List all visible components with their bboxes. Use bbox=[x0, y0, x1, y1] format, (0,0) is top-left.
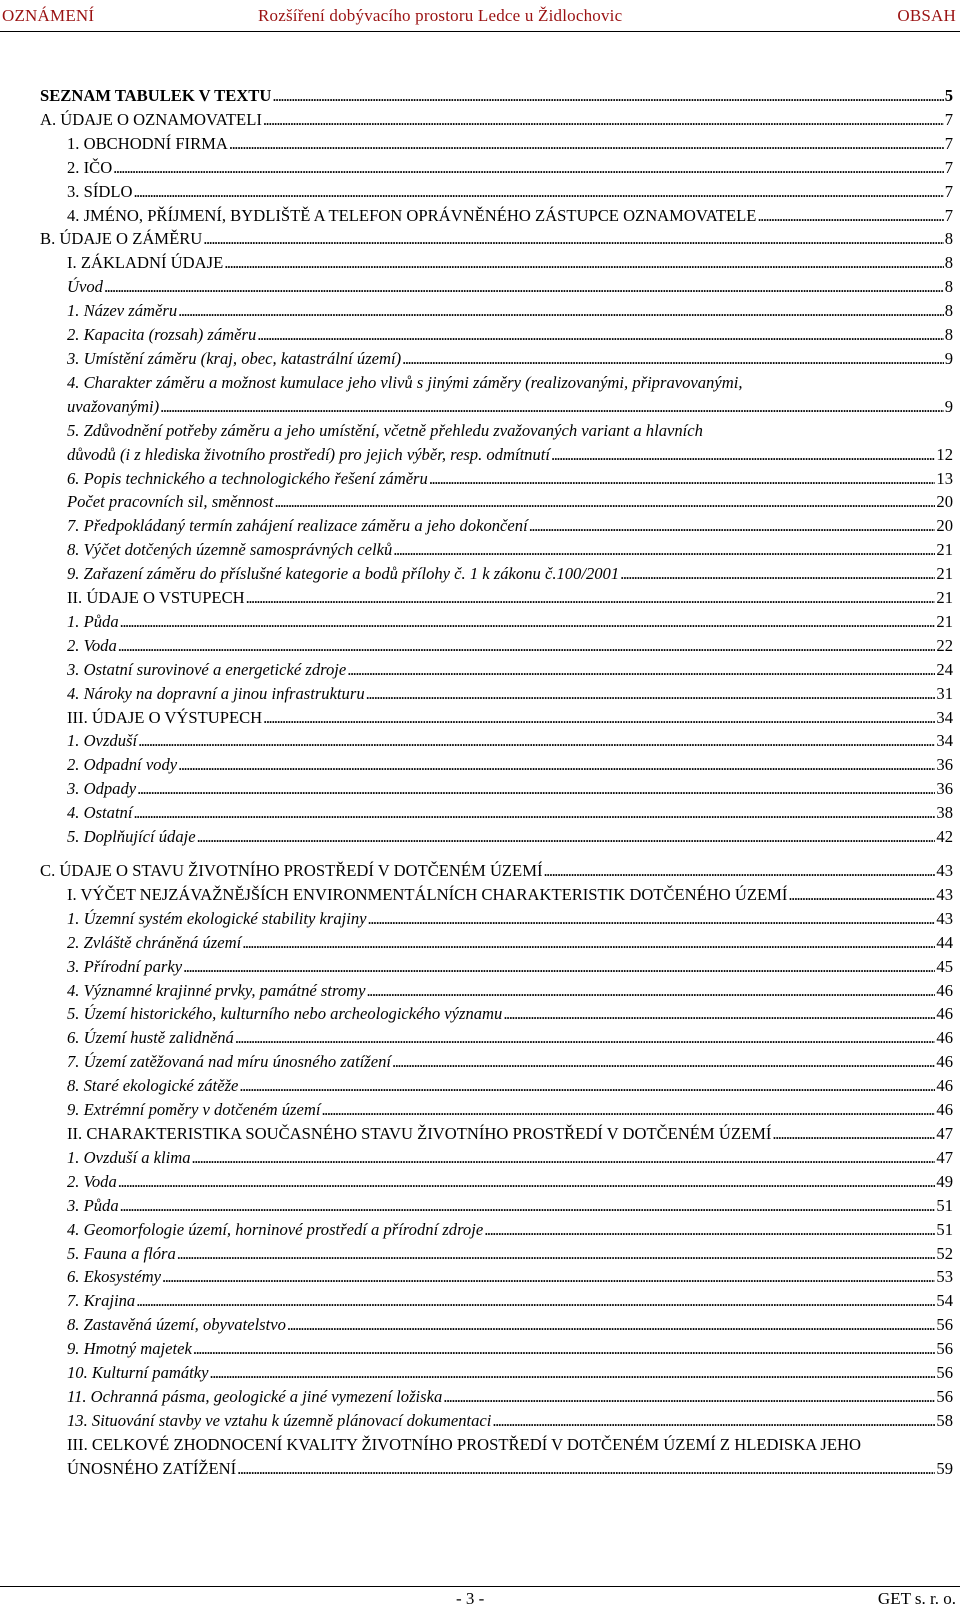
toc-entry[interactable] bbox=[40, 801, 953, 825]
toc-leader-dots bbox=[443, 1385, 935, 1409]
toc-entry-page: 49 bbox=[936, 1171, 953, 1191]
toc-leader-dots bbox=[492, 1409, 935, 1433]
toc-entry-page: 51 bbox=[936, 1219, 953, 1239]
toc-entry-title: 7. Předpokládaný termín zahájení realizace záměru a jeho dokončení bbox=[67, 516, 528, 536]
toc-entry-page: 8 bbox=[944, 325, 953, 345]
toc-entry-page: 45 bbox=[936, 956, 953, 976]
toc-entry-title: 3. Odpady bbox=[67, 779, 137, 799]
toc-entry-title: 1. Územní systém ekologické stability krajiny bbox=[67, 908, 367, 928]
toc-entry-page: 5 bbox=[944, 86, 953, 105]
toc-entry[interactable] bbox=[40, 156, 953, 180]
toc-entry-title: 5. Doplňující údaje bbox=[67, 827, 196, 847]
toc-leader-dots bbox=[368, 907, 936, 931]
toc-entry[interactable] bbox=[40, 777, 953, 801]
toc-leader-dots bbox=[272, 84, 943, 108]
toc-entry-title: 1. Ovzduší a klima bbox=[67, 1147, 191, 1167]
toc-entry-page: 53 bbox=[936, 1267, 953, 1287]
toc-entry-title: II. ÚDAJE O VSTUPECH bbox=[67, 588, 245, 608]
toc-entry[interactable] bbox=[40, 108, 953, 132]
toc-entry[interactable] bbox=[40, 395, 953, 419]
toc-entry[interactable] bbox=[40, 514, 953, 538]
toc-entry-page: 7 bbox=[944, 205, 953, 225]
toc-entry-title: 4. JMÉNO, PŘÍJMENÍ, BYDLIŠTĚ A TELEFON OPRÁVNĚNÉHO ZÁSTUPCE OZNAMOVATELE bbox=[67, 205, 757, 225]
toc-entry-page: 34 bbox=[936, 731, 953, 751]
toc-leader-dots bbox=[392, 1050, 935, 1074]
toc-leader-dots bbox=[113, 156, 944, 180]
toc-entry-page: 20 bbox=[936, 492, 953, 512]
toc-entry[interactable] bbox=[40, 931, 953, 955]
toc-leader-dots bbox=[366, 682, 936, 706]
toc-entry-title: 10. Kulturní památky bbox=[67, 1363, 209, 1383]
toc-leader-dots bbox=[104, 275, 944, 299]
toc-entry-title: III. ÚDAJE O VÝSTUPECH bbox=[67, 707, 263, 727]
toc-leader-dots bbox=[136, 1289, 935, 1313]
table-of-contents bbox=[40, 84, 953, 1481]
toc-entry-page: 44 bbox=[936, 932, 953, 952]
footer-company: GET s. r. o. bbox=[877, 1589, 956, 1608]
toc-leader-dots bbox=[393, 538, 935, 562]
toc-entry-page: 12 bbox=[936, 444, 953, 464]
toc-entry[interactable] bbox=[40, 1409, 953, 1433]
toc-entry[interactable] bbox=[40, 586, 953, 610]
toc-entry-page: 8 bbox=[944, 229, 953, 249]
toc-entry-page: 9 bbox=[944, 348, 953, 368]
toc-leader-dots bbox=[210, 1361, 936, 1385]
toc-entry[interactable] bbox=[40, 907, 953, 931]
toc-entry-page: 13 bbox=[936, 468, 953, 488]
toc-entry[interactable] bbox=[40, 1002, 953, 1026]
toc-entry[interactable] bbox=[40, 859, 953, 883]
toc-entry-title: 11. Ochranná pásma, geologické a jiné vymezení ložiska bbox=[67, 1386, 443, 1406]
toc-leader-dots bbox=[118, 1170, 936, 1194]
toc-entry-title: 2. Voda bbox=[67, 1171, 117, 1191]
toc-entry[interactable] bbox=[40, 132, 953, 156]
toc-entry[interactable] bbox=[40, 1313, 953, 1337]
toc-entry-title: 5. Fauna a flóra bbox=[67, 1243, 176, 1263]
toc-leader-dots bbox=[239, 1074, 935, 1098]
toc-leader-dots bbox=[193, 1337, 936, 1361]
toc-entry[interactable] bbox=[40, 347, 953, 371]
toc-entry-title: 8. Staré ekologické zátěže bbox=[67, 1076, 239, 1096]
toc-leader-dots bbox=[237, 1457, 935, 1481]
toc-leader-dots bbox=[133, 180, 943, 204]
toc-entry-title: 3. Umístění záměru (kraj, obec, katastrální území) bbox=[67, 348, 402, 368]
toc-entry[interactable] bbox=[40, 1289, 953, 1313]
toc-leader-dots bbox=[347, 658, 935, 682]
toc-leader-dots bbox=[366, 979, 935, 1003]
toc-leader-dots bbox=[287, 1313, 936, 1337]
toc-entry-page: 46 bbox=[936, 1076, 953, 1096]
toc-leader-dots bbox=[178, 753, 935, 777]
toc-entry-title: SEZNAM TABULEK V TEXTU bbox=[40, 86, 272, 105]
toc-leader-dots bbox=[263, 706, 935, 730]
toc-entry[interactable] bbox=[40, 204, 953, 228]
toc-entry-title: ÚNOSNÉHO ZATÍŽENÍ bbox=[67, 1458, 237, 1478]
page-footer bbox=[0, 1586, 960, 1611]
toc-entry-page: 59 bbox=[936, 1458, 953, 1478]
toc-entry-page: 21 bbox=[936, 564, 953, 584]
toc-entry-title: 1. Ovzduší bbox=[67, 731, 138, 751]
toc-entry-title: 9. Zařazení záměru do příslušné kategorie a bodů přílohy č. 1 k zákonu č.100/2001 bbox=[67, 564, 620, 584]
toc-entry-page: 7 bbox=[944, 157, 953, 177]
toc-entry[interactable] bbox=[40, 883, 953, 907]
toc-entry-page: 43 bbox=[936, 884, 953, 904]
toc-entry-title: 6. Ekosystémy bbox=[67, 1267, 161, 1287]
toc-entry-line: III. CELKOVÉ ZHODNOCENÍ KVALITY ŽIVOTNÍHO PROSTŘEDÍ V DOTČENÉM ÚZEMÍ Z HLEDISKA JEHO bbox=[67, 1434, 861, 1454]
toc-entry-page: 36 bbox=[936, 755, 953, 775]
toc-leader-dots bbox=[321, 1098, 935, 1122]
toc-entry[interactable] bbox=[40, 1050, 953, 1074]
header-chapter-label: OBSAH bbox=[897, 6, 956, 25]
toc-entry[interactable] bbox=[40, 1457, 953, 1481]
toc-entry[interactable] bbox=[40, 753, 953, 777]
toc-leader-dots bbox=[137, 777, 935, 801]
toc-entry-title: Úvod bbox=[67, 277, 103, 297]
toc-entry-page: 7 bbox=[944, 181, 953, 201]
toc-entry[interactable] bbox=[40, 323, 953, 347]
toc-leader-dots bbox=[757, 204, 943, 228]
toc-entry-title: I. ZÁKLADNÍ ÚDAJE bbox=[67, 253, 224, 273]
toc-entry[interactable] bbox=[40, 1074, 953, 1098]
toc-leader-dots bbox=[160, 395, 944, 419]
toc-leader-dots bbox=[224, 251, 943, 275]
toc-entry-page: 21 bbox=[936, 588, 953, 608]
toc-entry[interactable] bbox=[40, 490, 953, 514]
toc-leader-dots bbox=[229, 132, 944, 156]
toc-entry[interactable] bbox=[40, 706, 953, 730]
toc-entry[interactable] bbox=[40, 84, 953, 108]
toc-entry-page: 58 bbox=[936, 1410, 953, 1430]
toc-entry-page: 56 bbox=[936, 1363, 953, 1383]
toc-entry-page: 21 bbox=[936, 611, 953, 631]
toc-leader-dots bbox=[257, 323, 943, 347]
toc-entry-title: 7. Krajina bbox=[67, 1291, 136, 1311]
toc-leader-dots bbox=[120, 610, 936, 634]
toc-entry-title: 9. Hmotný majetek bbox=[67, 1339, 192, 1359]
toc-entry[interactable] bbox=[40, 979, 953, 1003]
toc-leader-dots bbox=[263, 108, 944, 132]
toc-entry-title: 2. Zvláště chráněná území bbox=[67, 932, 242, 952]
toc-entry[interactable] bbox=[40, 1026, 953, 1050]
toc-entry-page: 7 bbox=[944, 109, 953, 129]
toc-entry-line: 5. Zdůvodnění potřeby záměru a jeho umístění, včetně přehledu zvažovaných variant a hlavních bbox=[67, 420, 703, 440]
toc-leader-dots bbox=[551, 443, 935, 467]
toc-entry-title: 4. Geomorfologie území, horninové prostředí a přírodní zdroje bbox=[67, 1219, 484, 1239]
toc-entry-page: 56 bbox=[936, 1339, 953, 1359]
toc-leader-dots bbox=[235, 1026, 936, 1050]
toc-entry-page: 46 bbox=[936, 1100, 953, 1120]
toc-entry-page: 9 bbox=[944, 396, 953, 416]
toc-leader-dots bbox=[529, 514, 936, 538]
toc-leader-dots bbox=[138, 729, 935, 753]
toc-entry-title: 8. Výčet dotčených územně samosprávných celků bbox=[67, 540, 393, 560]
toc-entry-page: 46 bbox=[936, 980, 953, 1000]
toc-leader-dots bbox=[203, 227, 943, 251]
toc-entry-page: 7 bbox=[944, 133, 953, 153]
toc-entry[interactable] bbox=[40, 299, 953, 323]
toc-entry[interactable] bbox=[40, 634, 953, 658]
toc-entry-title: A. ÚDAJE O OZNAMOVATELI bbox=[40, 109, 262, 129]
toc-entry-title: 4. Nároky na dopravní a jinou infrastrukturu bbox=[67, 683, 365, 703]
toc-entry[interactable] bbox=[40, 658, 953, 682]
toc-entry-page: 38 bbox=[936, 803, 953, 823]
toc-entry[interactable] bbox=[40, 1265, 953, 1289]
toc-leader-dots bbox=[183, 955, 935, 979]
toc-entry-page: 56 bbox=[936, 1315, 953, 1335]
toc-leader-dots bbox=[543, 859, 935, 883]
toc-entry-title: 6. Popis technického a technologického řešení záměru bbox=[67, 468, 428, 488]
toc-entry-page: 34 bbox=[936, 707, 953, 727]
toc-entry[interactable] bbox=[40, 955, 953, 979]
toc-entry[interactable] bbox=[40, 1218, 953, 1242]
toc-leader-dots bbox=[620, 562, 935, 586]
page-header bbox=[0, 0, 960, 32]
toc-entry[interactable] bbox=[40, 562, 953, 586]
toc-leader-dots bbox=[162, 1265, 935, 1289]
toc-entry-page: 22 bbox=[936, 635, 953, 655]
header-document-title: Rozšíření dobývacího prostoru Ledce u Židlochovic bbox=[258, 6, 623, 25]
toc-entry-title: 2. IČO bbox=[67, 157, 113, 177]
toc-leader-dots bbox=[402, 347, 944, 371]
toc-entry-page: 46 bbox=[936, 1028, 953, 1048]
toc-entry[interactable] bbox=[40, 227, 953, 251]
header-section-label: OZNÁMENÍ bbox=[2, 6, 95, 25]
toc-entry[interactable] bbox=[40, 1361, 953, 1385]
toc-entry-title: 2. Voda bbox=[67, 635, 117, 655]
toc-entry[interactable] bbox=[40, 610, 953, 634]
toc-entry-page: 56 bbox=[936, 1386, 953, 1406]
toc-entry-title: 3. Půda bbox=[67, 1195, 119, 1215]
toc-entry-line: 4. Charakter záměru a možnost kumulace jeho vlivů s jinými záměry (realizovanými, připravovanými, bbox=[67, 372, 743, 392]
toc-entry-title: 8. Zastavěná území, obyvatelstvo bbox=[67, 1315, 286, 1335]
toc-entry-title: C. ÚDAJE O STAVU ŽIVOTNÍHO PROSTŘEDÍ V DOTČENÉM ÚZEMÍ bbox=[40, 861, 543, 880]
toc-entry[interactable] bbox=[40, 467, 953, 491]
toc-entry-title: II. CHARAKTERISTIKA SOUČASNÉHO STAVU ŽIVOTNÍHO PROSTŘEDÍ V DOTČENÉM ÚZEMÍ bbox=[67, 1123, 772, 1143]
toc-entry[interactable] bbox=[40, 1194, 953, 1218]
toc-entry[interactable] bbox=[40, 825, 953, 849]
toc-leader-dots bbox=[118, 634, 936, 658]
toc-leader-dots bbox=[503, 1002, 935, 1026]
toc-entry-title: 9. Extrémní poměry v dotčeném území bbox=[67, 1100, 321, 1120]
toc-leader-dots bbox=[788, 883, 935, 907]
toc-entry-page: 8 bbox=[944, 277, 953, 297]
toc-entry-title: uvažovanými) bbox=[67, 396, 160, 416]
toc-leader-dots bbox=[274, 490, 935, 514]
toc-entry-page: 21 bbox=[936, 540, 953, 560]
toc-leader-dots bbox=[246, 586, 936, 610]
toc-entry-page: 52 bbox=[936, 1243, 953, 1263]
toc-entry-title: 2. Kapacita (rozsah) záměru bbox=[67, 325, 257, 345]
toc-entry-title: I. VÝČET NEJZÁVAŽNĚJŠÍCH ENVIRONMENTÁLNÍCH CHARAKTERISTIK DOTČENÉHO ÚZEMÍ bbox=[67, 884, 788, 904]
toc-entry-title: 6. Území hustě zalidněná bbox=[67, 1028, 234, 1048]
toc-entry[interactable] bbox=[40, 1146, 953, 1170]
toc-entry[interactable] bbox=[40, 1098, 953, 1122]
toc-entry-title: 2. Odpadní vody bbox=[67, 755, 178, 775]
toc-entry-title: B. ÚDAJE O ZÁMĚRU bbox=[40, 229, 203, 249]
toc-entry-title: 13. Situování stavby ve vztahu k územně plánovací dokumentaci bbox=[67, 1410, 492, 1430]
toc-leader-dots bbox=[429, 467, 936, 491]
toc-entry-title: 1. Název záměru bbox=[67, 301, 178, 321]
page-number: - 3 - bbox=[456, 1589, 485, 1608]
toc-entry-title: 1. OBCHODNÍ FIRMA bbox=[67, 133, 228, 153]
toc-leader-dots bbox=[177, 1242, 936, 1266]
toc-leader-dots bbox=[772, 1122, 935, 1146]
toc-entry-page: 46 bbox=[936, 1052, 953, 1072]
toc-entry-title: 3. SÍDLO bbox=[67, 181, 133, 201]
toc-leader-dots bbox=[192, 1146, 936, 1170]
toc-entry-page: 31 bbox=[936, 683, 953, 703]
toc-entry-page: 8 bbox=[944, 253, 953, 273]
toc-entry-title: 7. Území zatěžovaná nad míru únosného zatížení bbox=[67, 1052, 392, 1072]
toc-entry[interactable] bbox=[40, 682, 953, 706]
toc-entry[interactable] bbox=[40, 1337, 953, 1361]
toc-entry[interactable] bbox=[40, 1122, 953, 1146]
toc-entry-page: 47 bbox=[936, 1147, 953, 1167]
toc-entry-title: 4. Významné krajinné prvky, památné stromy bbox=[67, 980, 366, 1000]
toc-entry[interactable] bbox=[40, 729, 953, 753]
toc-entry-page: 46 bbox=[936, 1004, 953, 1024]
toc-entry[interactable] bbox=[40, 275, 953, 299]
toc-entry-title: 1. Půda bbox=[67, 611, 119, 631]
toc-leader-dots bbox=[242, 931, 935, 955]
toc-entry-title: 5. Území historického, kulturního nebo archeologického významu bbox=[67, 1004, 503, 1024]
toc-entry-page: 47 bbox=[936, 1123, 953, 1143]
toc-entry-page: 8 bbox=[944, 301, 953, 321]
toc-entry[interactable] bbox=[40, 180, 953, 204]
toc-entry-page: 42 bbox=[936, 827, 953, 847]
toc-leader-dots bbox=[484, 1218, 935, 1242]
toc-entry-title: Počet pracovních sil, směnnost bbox=[67, 492, 274, 512]
toc-entry-page: 20 bbox=[936, 516, 953, 536]
toc-entry-title: 3. Přírodní parky bbox=[67, 956, 183, 976]
toc-entry-title: 4. Ostatní bbox=[67, 803, 133, 823]
toc-entry[interactable] bbox=[40, 538, 953, 562]
toc-leader-dots bbox=[120, 1194, 936, 1218]
toc-entry-page: 43 bbox=[936, 908, 953, 928]
toc-entry-title: důvodů (i z hlediska životního prostředí) pro jejich výběr, resp. odmítnutí bbox=[67, 444, 550, 464]
toc-entry[interactable] bbox=[40, 443, 953, 467]
toc-entry-page: 36 bbox=[936, 779, 953, 799]
toc-leader-dots bbox=[197, 825, 936, 849]
toc-entry[interactable] bbox=[40, 1242, 953, 1266]
toc-entry-title: 3. Ostatní surovinové a energetické zdroje bbox=[67, 659, 347, 679]
toc-leader-dots bbox=[178, 299, 944, 323]
toc-entry[interactable] bbox=[40, 1385, 953, 1409]
toc-entry[interactable] bbox=[40, 1170, 953, 1194]
toc-entry-page: 54 bbox=[936, 1291, 953, 1311]
toc-entry[interactable] bbox=[40, 251, 953, 275]
toc-entry-page: 51 bbox=[936, 1195, 953, 1215]
toc-entry-page: 24 bbox=[936, 659, 953, 679]
toc-leader-dots bbox=[133, 801, 935, 825]
toc-entry-page: 43 bbox=[936, 861, 953, 880]
